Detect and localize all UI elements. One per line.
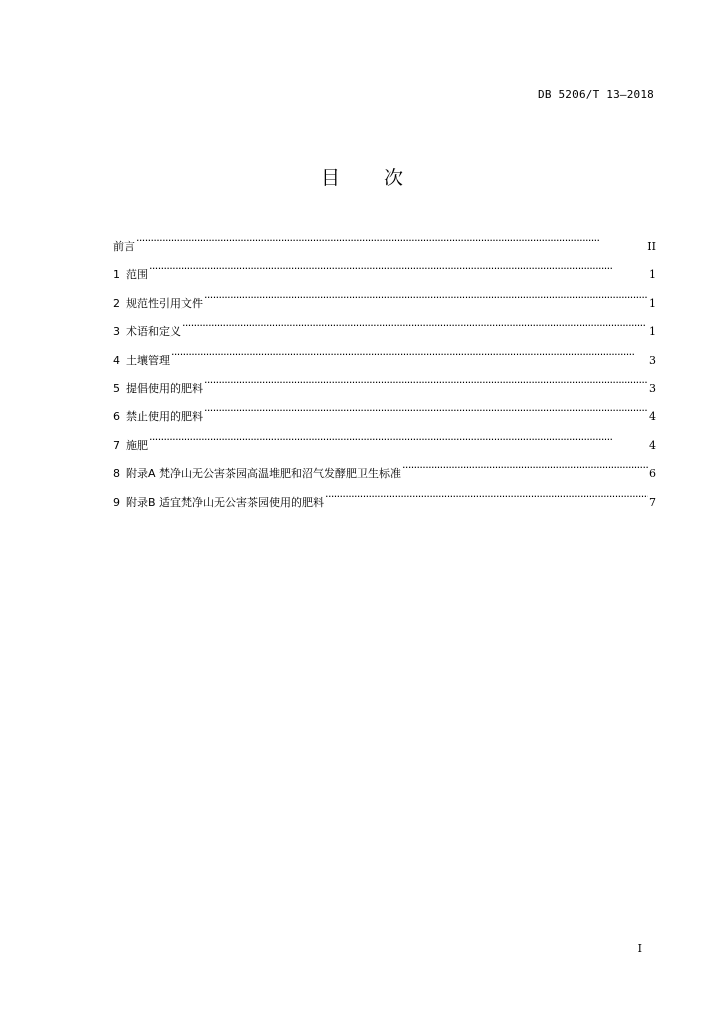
toc-entry-page: 7 — [649, 495, 656, 509]
toc-entry-page: 3 — [649, 381, 656, 395]
toc-entry-page: 3 — [649, 353, 656, 367]
toc-entry-number: 9 — [113, 495, 120, 509]
toc-entry-prohibited-fertilizers[interactable] — [113, 402, 656, 430]
toc-entry-number: 3 — [113, 325, 120, 339]
dot-leader — [171, 346, 648, 364]
dot-leader — [204, 289, 648, 307]
toc-entry-number: 8 — [113, 467, 120, 481]
toc-entry-number: 1 — [113, 268, 120, 282]
toc-entry-number: 5 — [113, 381, 120, 395]
toc-entry-label: 1 范围 — [113, 266, 148, 284]
dot-leader — [149, 431, 648, 449]
toc-entry-scope[interactable] — [113, 260, 656, 288]
toc-entry-page: II — [647, 240, 656, 253]
toc-entry-page: 1 — [649, 268, 656, 282]
dot-leader — [136, 232, 646, 250]
toc-entry-label: 前言 — [113, 240, 135, 253]
toc-entry-label: 2 规范性引用文件 — [113, 295, 203, 313]
toc-entry-label: 7 施肥 — [113, 437, 148, 455]
dot-leader — [325, 488, 648, 506]
toc-entry-page: 4 — [649, 410, 656, 424]
table-of-contents — [113, 232, 656, 516]
toc-entry-label: 9 附录B 适宜梵净山无公害茶园使用的肥料 — [113, 494, 324, 512]
dot-leader — [182, 317, 648, 335]
toc-entry-number: 6 — [113, 410, 120, 424]
toc-entry-fertilization[interactable] — [113, 431, 656, 459]
dot-leader — [149, 260, 648, 278]
page-number: I — [637, 942, 642, 955]
toc-entry-label: 4 土壤管理 — [113, 352, 170, 370]
toc-entry-number: 7 — [113, 438, 120, 452]
toc-entry-page: 6 — [649, 467, 656, 481]
toc-entry-page: 4 — [649, 438, 656, 452]
toc-entry-number: 4 — [113, 353, 120, 367]
dot-leader — [204, 374, 648, 392]
toc-entry-label: 6 禁止使用的肥料 — [113, 408, 203, 426]
dot-leader — [402, 459, 648, 477]
toc-entry-terms-definitions[interactable] — [113, 317, 656, 345]
toc-entry-soil-management[interactable] — [113, 346, 656, 374]
toc-entry-page: 1 — [649, 325, 656, 339]
document-code: DB 5206/T 13—2018 — [538, 88, 654, 101]
toc-entry-label: 3 术语和定义 — [113, 323, 181, 341]
toc-entry-foreword[interactable] — [113, 232, 656, 260]
toc-entry-normative-references[interactable] — [113, 289, 656, 317]
toc-entry-label: 8 附录A 梵净山无公害茶园高温堆肥和沼气发酵肥卫生标准 — [113, 465, 401, 483]
dot-leader — [204, 402, 648, 420]
toc-entry-appendix-b[interactable] — [113, 488, 656, 516]
toc-entry-appendix-a[interactable] — [113, 459, 656, 487]
toc-entry-number: 2 — [113, 296, 120, 310]
toc-entry-page: 1 — [649, 296, 656, 310]
toc-entry-label: 5 提倡使用的肥料 — [113, 380, 203, 398]
page-title: 目次 — [320, 167, 447, 189]
toc-entry-recommended-fertilizers[interactable] — [113, 374, 656, 402]
